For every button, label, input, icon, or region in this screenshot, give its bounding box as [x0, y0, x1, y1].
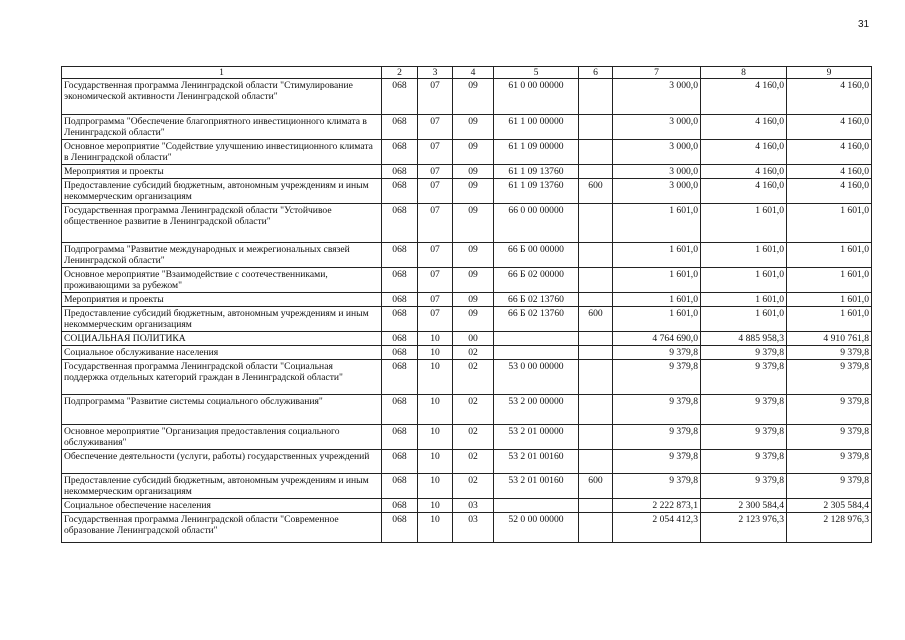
amount-year3-cell: 4 160,0: [787, 79, 872, 115]
amount-year1-cell: 1 601,0: [613, 268, 701, 293]
expense-type-cell: [579, 140, 613, 165]
target-article-cell: 52 0 00 00000: [494, 513, 579, 543]
target-article-cell: 61 0 00 00000: [494, 79, 579, 115]
amount-year2-cell: 9 379,8: [701, 474, 787, 499]
amount-year2-cell: 2 300 584,4: [701, 499, 787, 513]
grbs-code-cell: 068: [382, 332, 418, 346]
amount-year1-cell: 3 000,0: [613, 140, 701, 165]
expense-type-cell: [579, 395, 613, 425]
expense-type-cell: [579, 499, 613, 513]
subsection-code-cell: 00: [453, 332, 494, 346]
amount-year2-cell: 4 160,0: [701, 179, 787, 204]
expense-type-cell: [579, 204, 613, 243]
amount-year2-cell: 9 379,8: [701, 425, 787, 450]
amount-year2-cell: 4 160,0: [701, 140, 787, 165]
header-cell: 5: [494, 67, 579, 79]
expense-type-cell: [579, 332, 613, 346]
amount-year2-cell: 1 601,0: [701, 293, 787, 307]
amount-year3-cell: 4 160,0: [787, 165, 872, 179]
amount-year1-cell: 9 379,8: [613, 360, 701, 395]
header-cell: 2: [382, 67, 418, 79]
header-cell: 6: [579, 67, 613, 79]
row-name-cell: Социальное обслуживание населения: [62, 346, 382, 360]
expense-type-cell: [579, 450, 613, 474]
table-row: [62, 115, 872, 140]
amount-year3-cell: 4 910 761,8: [787, 332, 872, 346]
table-row: [62, 293, 872, 307]
grbs-code-cell: 068: [382, 346, 418, 360]
section-code-cell: 07: [418, 79, 453, 115]
amount-year2-cell: 9 379,8: [701, 346, 787, 360]
row-name-cell: Предоставление субсидий бюджетным, автономным учреждениям и иным некоммерческим организациям: [62, 179, 382, 204]
grbs-code-cell: 068: [382, 360, 418, 395]
subsection-code-cell: 09: [453, 307, 494, 332]
amount-year1-cell: 1 601,0: [613, 243, 701, 268]
amount-year1-cell: 9 379,8: [613, 474, 701, 499]
subsection-code-cell: 09: [453, 140, 494, 165]
grbs-code-cell: 068: [382, 268, 418, 293]
expense-type-cell: [579, 346, 613, 360]
section-code-cell: 07: [418, 268, 453, 293]
amount-year1-cell: 2 222 873,1: [613, 499, 701, 513]
section-code-cell: 07: [418, 307, 453, 332]
subsection-code-cell: 09: [453, 293, 494, 307]
amount-year3-cell: 2 305 584,4: [787, 499, 872, 513]
amount-year1-cell: 3 000,0: [613, 79, 701, 115]
table-row: [62, 395, 872, 425]
table-row: [62, 499, 872, 513]
expense-type-cell: [579, 79, 613, 115]
section-code-cell: 07: [418, 179, 453, 204]
section-code-cell: 10: [418, 474, 453, 499]
header-cell: 7: [613, 67, 701, 79]
row-name-cell: Предоставление субсидий бюджетным, автономным учреждениям и иным некоммерческим организациям: [62, 474, 382, 499]
amount-year3-cell: 1 601,0: [787, 204, 872, 243]
section-code-cell: 07: [418, 243, 453, 268]
expense-type-cell: [579, 293, 613, 307]
row-name-cell: Основное мероприятие "Взаимодействие с соотечественниками, проживающими за рубежом": [62, 268, 382, 293]
expense-type-cell: [579, 360, 613, 395]
amount-year1-cell: 1 601,0: [613, 307, 701, 332]
expense-type-cell: [579, 513, 613, 543]
subsection-code-cell: 09: [453, 179, 494, 204]
amount-year1-cell: 3 000,0: [613, 179, 701, 204]
amount-year2-cell: 9 379,8: [701, 450, 787, 474]
row-name-cell: Государственная программа Ленинградской области "Устойчивое общественное развитие в Ленинградской области": [62, 204, 382, 243]
table-row: [62, 179, 872, 204]
amount-year1-cell: 2 054 412,3: [613, 513, 701, 543]
table-row: [62, 165, 872, 179]
grbs-code-cell: 068: [382, 307, 418, 332]
row-name-cell: Подпрограмма "Обеспечение благоприятного инвестиционного климата в Ленинградской области": [62, 115, 382, 140]
amount-year1-cell: 1 601,0: [613, 204, 701, 243]
table-row: [62, 204, 872, 243]
target-article-cell: 66 Б 00 00000: [494, 243, 579, 268]
target-article-cell: 53 2 01 00160: [494, 474, 579, 499]
header-cell: 1: [62, 67, 382, 79]
grbs-code-cell: 068: [382, 395, 418, 425]
row-name-cell: Обеспечение деятельности (услуги, работы) государственных учреждений: [62, 450, 382, 474]
target-article-cell: 53 0 00 00000: [494, 360, 579, 395]
subsection-code-cell: 03: [453, 513, 494, 543]
grbs-code-cell: 068: [382, 293, 418, 307]
amount-year3-cell: 2 128 976,3: [787, 513, 872, 543]
grbs-code-cell: 068: [382, 513, 418, 543]
table-row: [62, 513, 872, 543]
target-article-cell: 61 1 09 13760: [494, 165, 579, 179]
amount-year1-cell: 3 000,0: [613, 115, 701, 140]
section-code-cell: 10: [418, 499, 453, 513]
expense-type-cell: [579, 165, 613, 179]
amount-year2-cell: 1 601,0: [701, 268, 787, 293]
row-name-cell: Основное мероприятие "Содействие улучшению инвестиционного климата в Ленинградской области": [62, 140, 382, 165]
amount-year2-cell: 2 123 976,3: [701, 513, 787, 543]
target-article-cell: 53 2 01 00160: [494, 450, 579, 474]
amount-year2-cell: 4 160,0: [701, 79, 787, 115]
amount-year2-cell: 1 601,0: [701, 307, 787, 332]
amount-year3-cell: 4 160,0: [787, 140, 872, 165]
section-code-cell: 10: [418, 332, 453, 346]
target-article-cell: 66 Б 02 13760: [494, 307, 579, 332]
amount-year3-cell: 9 379,8: [787, 346, 872, 360]
row-name-cell: Мероприятия и проекты: [62, 293, 382, 307]
grbs-code-cell: 068: [382, 499, 418, 513]
subsection-code-cell: 02: [453, 395, 494, 425]
grbs-code-cell: 068: [382, 165, 418, 179]
target-article-cell: [494, 332, 579, 346]
expense-type-cell: [579, 243, 613, 268]
amount-year2-cell: 9 379,8: [701, 395, 787, 425]
row-name-cell: Государственная программа Ленинградской области "Современное образование Ленинградской области": [62, 513, 382, 543]
grbs-code-cell: 068: [382, 140, 418, 165]
amount-year3-cell: 9 379,8: [787, 474, 872, 499]
table-row: [62, 360, 872, 395]
subsection-code-cell: 09: [453, 268, 494, 293]
amount-year1-cell: 1 601,0: [613, 293, 701, 307]
table-row: [62, 425, 872, 450]
target-article-cell: 61 1 09 00000: [494, 140, 579, 165]
row-name-cell: Мероприятия и проекты: [62, 165, 382, 179]
row-name-cell: Основное мероприятие "Организация предоставления социального обслуживания": [62, 425, 382, 450]
target-article-cell: 66 Б 02 13760: [494, 293, 579, 307]
amount-year2-cell: 1 601,0: [701, 243, 787, 268]
section-code-cell: 07: [418, 140, 453, 165]
subsection-code-cell: 02: [453, 360, 494, 395]
amount-year1-cell: 9 379,8: [613, 346, 701, 360]
amount-year3-cell: 9 379,8: [787, 360, 872, 395]
table-row: [62, 450, 872, 474]
amount-year2-cell: 4 160,0: [701, 115, 787, 140]
expense-type-cell: [579, 425, 613, 450]
subsection-code-cell: 09: [453, 115, 494, 140]
section-code-cell: 10: [418, 395, 453, 425]
grbs-code-cell: 068: [382, 474, 418, 499]
amount-year3-cell: 1 601,0: [787, 293, 872, 307]
subsection-code-cell: 03: [453, 499, 494, 513]
amount-year1-cell: 4 764 690,0: [613, 332, 701, 346]
section-code-cell: 07: [418, 165, 453, 179]
target-article-cell: 66 Б 02 00000: [494, 268, 579, 293]
section-code-cell: 10: [418, 360, 453, 395]
table-row: [62, 79, 872, 115]
target-article-cell: 66 0 00 00000: [494, 204, 579, 243]
row-name-cell: Государственная программа Ленинградской области "Социальная поддержка отдельных категорий граждан в Ленинградской области": [62, 360, 382, 395]
table-row: [62, 346, 872, 360]
amount-year3-cell: 1 601,0: [787, 243, 872, 268]
grbs-code-cell: 068: [382, 450, 418, 474]
expense-type-cell: 600: [579, 307, 613, 332]
grbs-code-cell: 068: [382, 179, 418, 204]
header-row: [62, 67, 872, 79]
table-row: [62, 307, 872, 332]
amount-year3-cell: 4 160,0: [787, 115, 872, 140]
expense-type-cell: [579, 115, 613, 140]
amount-year2-cell: 4 160,0: [701, 165, 787, 179]
amount-year2-cell: 1 601,0: [701, 204, 787, 243]
header-cell: 3: [418, 67, 453, 79]
expense-type-cell: 600: [579, 179, 613, 204]
amount-year3-cell: 9 379,8: [787, 425, 872, 450]
grbs-code-cell: 068: [382, 243, 418, 268]
amount-year2-cell: 9 379,8: [701, 360, 787, 395]
subsection-code-cell: 09: [453, 204, 494, 243]
amount-year3-cell: 1 601,0: [787, 268, 872, 293]
grbs-code-cell: 068: [382, 115, 418, 140]
table-row: [62, 474, 872, 499]
section-code-cell: 10: [418, 513, 453, 543]
subsection-code-cell: 09: [453, 243, 494, 268]
section-code-cell: 07: [418, 204, 453, 243]
section-code-cell: 07: [418, 293, 453, 307]
target-article-cell: 53 2 01 00000: [494, 425, 579, 450]
amount-year3-cell: 9 379,8: [787, 395, 872, 425]
subsection-code-cell: 02: [453, 450, 494, 474]
grbs-code-cell: 068: [382, 79, 418, 115]
target-article-cell: [494, 499, 579, 513]
amount-year3-cell: 1 601,0: [787, 307, 872, 332]
amount-year1-cell: 9 379,8: [613, 395, 701, 425]
amount-year1-cell: 9 379,8: [613, 450, 701, 474]
header-cell: 9: [787, 67, 872, 79]
row-name-cell: Подпрограмма "Развитие системы социального обслуживания": [62, 395, 382, 425]
target-article-cell: 61 1 09 13760: [494, 179, 579, 204]
subsection-code-cell: 02: [453, 425, 494, 450]
section-code-cell: 10: [418, 346, 453, 360]
subsection-code-cell: 09: [453, 79, 494, 115]
row-name-cell: Государственная программа Ленинградской области "Стимулирование экономической активности Ленинградской области": [62, 79, 382, 115]
section-code-cell: 10: [418, 450, 453, 474]
amount-year1-cell: 9 379,8: [613, 425, 701, 450]
budget-table: [61, 66, 872, 543]
table-row: [62, 268, 872, 293]
amount-year2-cell: 4 885 958,3: [701, 332, 787, 346]
section-code-cell: 10: [418, 425, 453, 450]
table-row: [62, 332, 872, 346]
subsection-code-cell: 09: [453, 165, 494, 179]
target-article-cell: 61 1 00 00000: [494, 115, 579, 140]
section-code-cell: 07: [418, 115, 453, 140]
grbs-code-cell: 068: [382, 204, 418, 243]
expense-type-cell: 600: [579, 474, 613, 499]
subsection-code-cell: 02: [453, 474, 494, 499]
row-name-cell: СОЦИАЛЬНАЯ ПОЛИТИКА: [62, 332, 382, 346]
amount-year3-cell: 4 160,0: [787, 179, 872, 204]
row-name-cell: Подпрограмма "Развитие международных и межрегиональных связей Ленинградской области": [62, 243, 382, 268]
table-row: [62, 140, 872, 165]
target-article-cell: [494, 346, 579, 360]
table-row: [62, 243, 872, 268]
row-name-cell: Предоставление субсидий бюджетным, автономным учреждениям и иным некоммерческим организациям: [62, 307, 382, 332]
page-number: 31: [858, 19, 870, 30]
expense-type-cell: [579, 268, 613, 293]
row-name-cell: Социальное обеспечение населения: [62, 499, 382, 513]
amount-year1-cell: 3 000,0: [613, 165, 701, 179]
amount-year3-cell: 9 379,8: [787, 450, 872, 474]
subsection-code-cell: 02: [453, 346, 494, 360]
target-article-cell: 53 2 00 00000: [494, 395, 579, 425]
grbs-code-cell: 068: [382, 425, 418, 450]
header-cell: 8: [701, 67, 787, 79]
header-cell: 4: [453, 67, 494, 79]
